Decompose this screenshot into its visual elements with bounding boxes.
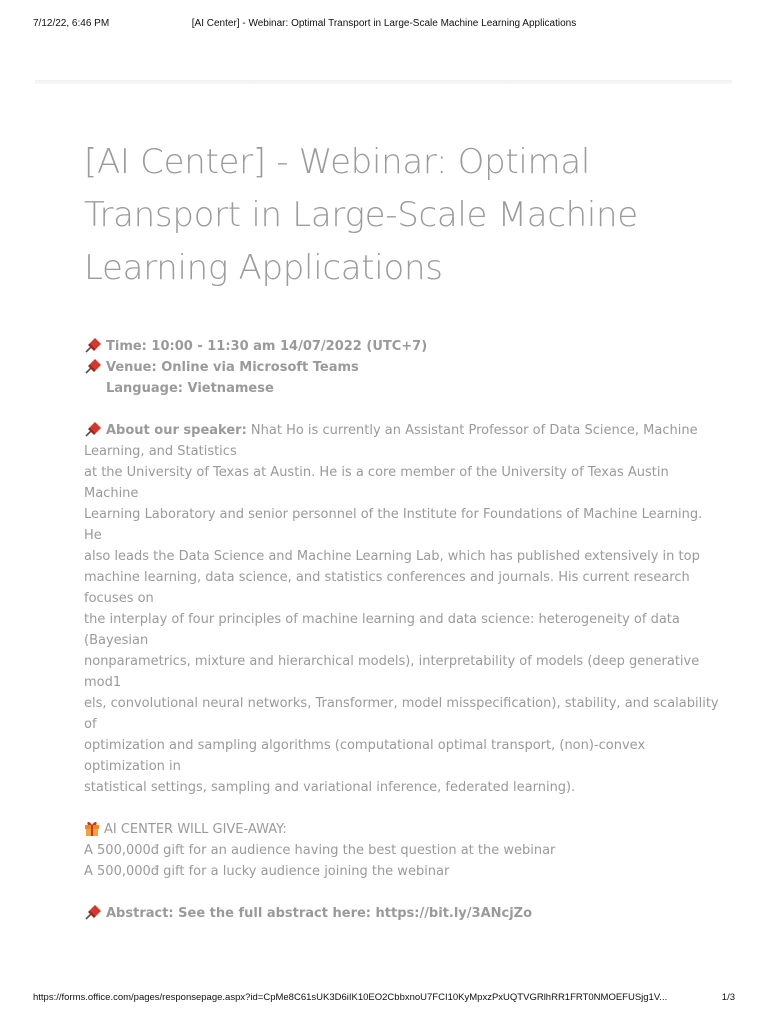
abstract-line <box>84 903 684 924</box>
giveaway-heading-text: AI CENTER WILL GIVE-AWAY: <box>104 822 287 837</box>
bio-line: He <box>84 528 102 543</box>
giveaway-heading <box>84 819 684 840</box>
bio-line: optimization and sampling algorithms (computational optimal transport, (non)-convex <box>84 738 646 753</box>
print-doc-title: [AI Center] - Webinar: Optimal Transport in Large-Scale Machine Learning Applications <box>191 18 577 29</box>
title-line: Transport in Large-Scale Machine <box>84 195 638 235</box>
header-divider <box>35 80 732 84</box>
bio-line: machine learning, data science, and statistics conferences and journals. His current research <box>84 570 690 585</box>
speaker-text: Nhat Ho is currently an Assistant Professor of Data Science, Machine <box>246 423 698 438</box>
speaker-first-line <box>84 420 698 441</box>
page-title <box>84 136 644 295</box>
pushpin-icon <box>84 358 102 374</box>
bio-line: also leads the Data Science and Machine Learning Lab, which has published extensively in top <box>84 549 700 564</box>
venue-line <box>84 357 684 378</box>
bio-line: optimization in <box>84 759 181 774</box>
time-text: Time: 10:00 - 11:30 am 14/07/2022 (UTC+7) <box>106 339 428 354</box>
bio-line: focuses on <box>84 591 154 606</box>
bio-line: statistical settings, sampling and variational inference, federated learning). <box>84 780 576 795</box>
form-description <box>84 336 719 924</box>
bio-line: nonparametrics, mixture and hierarchical models), interpretability of models (deep generative <box>84 654 700 669</box>
title-line: Learning Applications <box>84 248 443 288</box>
page-number: 1/3 <box>721 992 735 1003</box>
pushpin-icon <box>84 421 102 437</box>
bio-line: (Bayesian <box>84 633 149 648</box>
title-line: [AI Center] - Webinar: Optimal <box>84 142 591 182</box>
bio-line: the interplay of four principles of machine learning and data science: heterogeneity of data <box>84 612 680 627</box>
bio-line: Machine <box>84 486 139 501</box>
bio-line: mod1 <box>84 675 122 690</box>
giveaway-item: A 500,000đ gift for an audience having the best question at the webinar <box>84 843 556 858</box>
pushpin-icon <box>84 904 102 920</box>
abstract-text: Abstract: See the full abstract here: https://bit.ly/3ANcjZo <box>106 906 533 921</box>
bio-line: of <box>84 717 97 732</box>
time-line <box>84 336 684 357</box>
bio-line: els, convolutional neural networks, Transformer, model misspecification), stability, and scalability <box>84 696 719 711</box>
bio-line: at the University of Texas at Austin. He is a core member of the University of Texas Austin <box>84 465 669 480</box>
spacer <box>84 882 684 903</box>
speaker-label: About our speaker: <box>106 423 247 438</box>
language-text: Language: Vietnamese <box>106 381 274 396</box>
print-date: 7/12/22, 6:46 PM <box>33 18 110 29</box>
gift-icon <box>84 820 100 836</box>
venue-text: Venue: Online via Microsoft Teams <box>106 360 359 375</box>
spacer <box>84 399 684 420</box>
spacer <box>84 798 684 819</box>
speaker-bio <box>84 441 719 798</box>
print-url: https://forms.office.com/pages/responsepage.aspx?id=CpMe8C61sUK3D6iIK10EO2CbbxnoU7FCI10KyMpxzPxUQTVGRlhRR1FRT0NMOEFUSjg1V... <box>33 992 668 1003</box>
giveaway-item: A 500,000đ gift for a lucky audience joining the webinar <box>84 864 450 879</box>
bio-line: Learning, and Statistics <box>84 444 237 459</box>
pushpin-icon <box>84 337 102 353</box>
bio-line: Learning Laboratory and senior personnel of the Institute for Foundations of Machine Learning. <box>84 507 703 522</box>
